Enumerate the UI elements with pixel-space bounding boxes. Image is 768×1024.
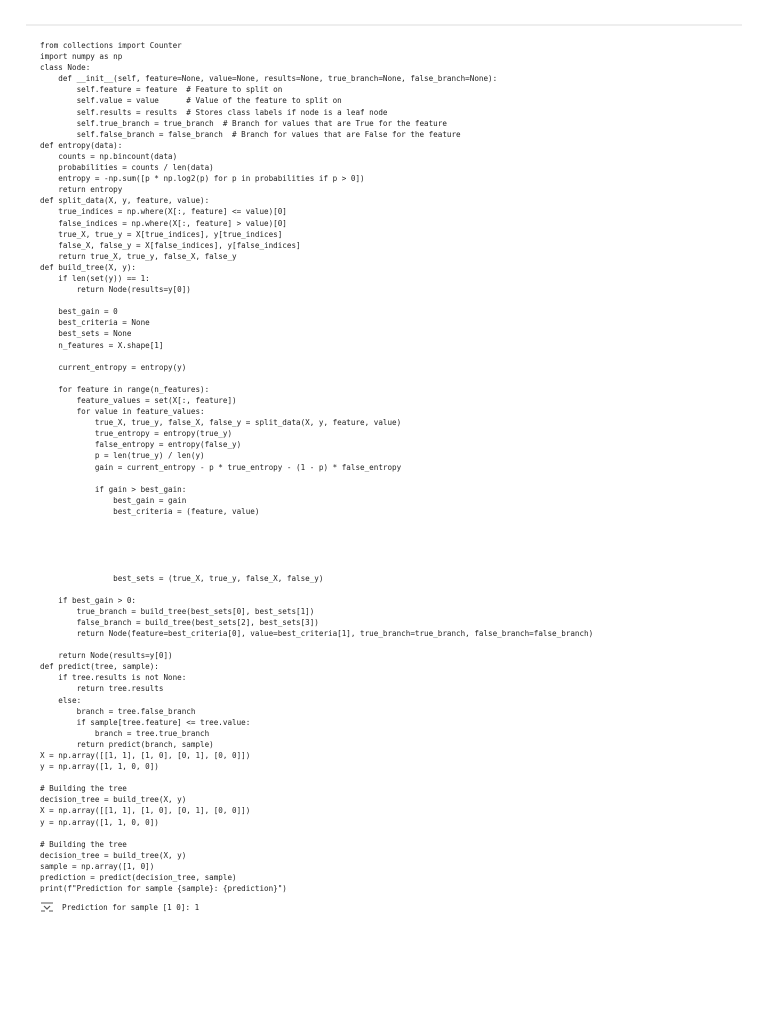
code-line — [40, 561, 740, 572]
code-line: print(f"Prediction for sample {sample}: {prediction}") — [40, 884, 287, 894]
code-line — [40, 584, 740, 595]
code-line: branch = tree.true_branch — [40, 728, 210, 738]
code-line: decision_tree = build_tree(X, y) — [40, 850, 187, 860]
code-line: entropy = -np.sum([p * np.log2(p) for p in probabilities if p > 0]) — [40, 174, 365, 184]
code-line: y = np.array([1, 1, 0, 0]) — [40, 762, 159, 772]
code-line: def entropy(data): — [40, 140, 123, 150]
code-line: best_sets = None — [40, 329, 132, 339]
code-line: X = np.array([[1, 1], [1, 0], [0, 1], [0, 0]]) — [40, 751, 251, 760]
code-line: class Node: — [40, 63, 91, 73]
code-line: true_X, true_y, false_X, false_y = split_data(X, y, feature, value) — [40, 418, 402, 428]
code-line — [40, 351, 740, 362]
code-line: for value in feature_values: — [40, 407, 205, 417]
code-line: self.value = value # Value of the feature to split on — [40, 96, 342, 106]
code-line — [40, 473, 740, 484]
code-line — [40, 295, 740, 306]
code-line: false_branch = build_tree(best_sets[2], best_sets[3]) — [40, 617, 319, 627]
code-line: decision_tree = build_tree(X, y) — [40, 795, 187, 805]
code-line: feature_values = set(X[:, feature]) — [40, 396, 237, 405]
code-line: counts = np.bincount(data) — [40, 151, 178, 161]
code-line — [40, 539, 740, 550]
code-line: from collections import Counter — [40, 41, 182, 50]
code-line: return Node(results=y[0]) — [40, 651, 173, 661]
code-line: best_sets = (true_X, true_y, false_X, false_y) — [40, 573, 324, 583]
code-line — [40, 373, 740, 384]
code-line: self.false_branch = false_branch # Branch for values that are False for the feature — [40, 129, 461, 139]
code-line: def predict(tree, sample): — [40, 662, 159, 672]
code-line: if best_gain > 0: — [40, 595, 137, 605]
code-line: false_indices = np.where(X[:, feature] > value)[0] — [40, 218, 287, 228]
code-line: if len(set(y)) == 1: — [40, 273, 150, 283]
code-line: return entropy — [40, 185, 123, 195]
code-line: gain = current_entropy - p * true_entropy - (1 - p) * false_entropy — [40, 462, 402, 472]
code-line: return predict(branch, sample) — [40, 739, 214, 749]
code-line: self.true_branch = true_branch # Branch for values that are True for the feature — [40, 118, 447, 128]
cell-output — [40, 900, 199, 914]
code-line: for feature in range(n_features): — [40, 384, 210, 394]
code-line: X = np.array([[1, 1], [1, 0], [0, 1], [0, 0]]) — [40, 806, 251, 816]
code-line: if gain > best_gain: — [40, 484, 187, 494]
code-line: return Node(feature=best_criteria[0], value=best_criteria[1], true_branch=true_branch, false_branch=false_branch) — [40, 628, 594, 638]
code-line: y = np.array([1, 1, 0, 0]) — [40, 817, 159, 827]
code-line: branch = tree.false_branch — [40, 706, 196, 716]
code-line: return Node(results=y[0]) — [40, 285, 191, 295]
code-line: current_entropy = entropy(y) — [40, 362, 187, 372]
code-line: n_features = X.shape[1] — [40, 340, 164, 350]
code-line: sample = np.array([1, 0]) — [40, 861, 155, 871]
code-line: best_gain = gain — [40, 495, 187, 505]
code-line: p = len(true_y) / len(y) — [40, 451, 205, 461]
code-line: best_criteria = None — [40, 318, 150, 328]
code-line: true_branch = build_tree(best_sets[0], best_sets[1]) — [40, 606, 315, 616]
code-line — [40, 550, 740, 561]
code-line — [40, 772, 740, 783]
code-line: else: — [40, 695, 82, 705]
code-line: def __init__(self, feature=None, value=None, results=None, true_branch=None, false_branch=None): — [40, 74, 498, 84]
code-line: # Building the tree — [40, 784, 127, 794]
code-line: return tree.results — [40, 684, 164, 694]
code-line: prediction = predict(decision_tree, sample) — [40, 873, 237, 883]
code-line — [40, 528, 740, 539]
code-line: def split_data(X, y, feature, value): — [40, 196, 210, 206]
code-line: def build_tree(X, y): — [40, 262, 137, 272]
code-line: best_criteria = (feature, value) — [40, 506, 260, 516]
cell-divider — [26, 24, 742, 26]
code-line — [40, 639, 740, 650]
code-line: true_X, true_y = X[true_indices], y[true_indices] — [40, 229, 283, 239]
code-line: self.results = results # Stores class labels if node is a leaf node — [40, 107, 388, 117]
code-line: import numpy as np — [40, 52, 123, 62]
code-line: self.feature = feature # Feature to split on — [40, 85, 283, 95]
output-text: Prediction for sample [1 0]: 1 — [62, 902, 200, 912]
code-line: best_gain = 0 — [40, 307, 118, 317]
code-line: if sample[tree.feature] <= tree.value: — [40, 717, 251, 727]
code-line: probabilities = counts / len(data) — [40, 163, 214, 173]
code-line: if tree.results is not None: — [40, 673, 187, 683]
code-cell[interactable] — [40, 40, 740, 894]
code-line: false_entropy = entropy(false_y) — [40, 440, 242, 450]
output-toggle-icon[interactable] — [40, 901, 54, 913]
code-line: true_entropy = entropy(true_y) — [40, 429, 233, 439]
code-line — [40, 517, 740, 528]
code-line: # Building the tree — [40, 839, 127, 849]
code-line: false_X, false_y = X[false_indices], y[false_indices] — [40, 240, 301, 250]
code-line: return true_X, true_y, false_X, false_y — [40, 251, 237, 261]
code-line: true_indices = np.where(X[:, feature] <= value)[0] — [40, 207, 287, 217]
code-line — [40, 828, 740, 839]
